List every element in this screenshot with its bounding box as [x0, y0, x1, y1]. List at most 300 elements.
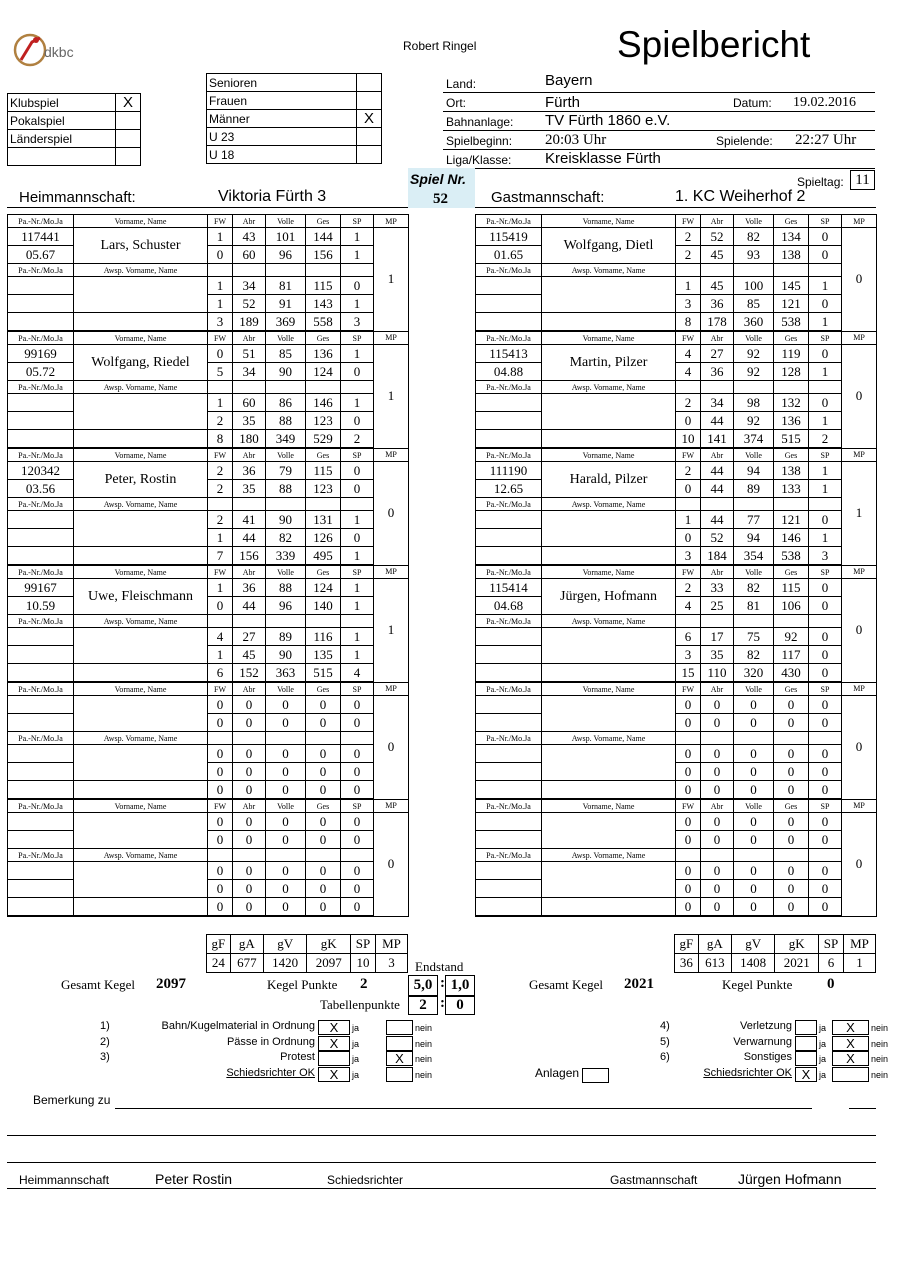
sum-cell: 0: [341, 781, 374, 800]
ja-checkbox[interactable]: X: [795, 1067, 817, 1082]
sum-cell: 189: [233, 313, 266, 332]
player-birth-date: [476, 831, 542, 849]
score-cell: 0: [208, 745, 233, 763]
score-cell: 41: [233, 511, 266, 529]
player-row: [476, 480, 877, 498]
pass-header: Pa.-Nr./Mo.Ja: [8, 682, 74, 696]
substitute-header-row: [476, 732, 877, 745]
player-mp: 0: [842, 228, 877, 332]
score-cell: 34: [701, 394, 734, 412]
empty-cell: [774, 615, 809, 628]
score-cell: 145: [774, 277, 809, 295]
substitute-name: [542, 628, 676, 664]
player-row: [476, 345, 877, 363]
name-header: Vorname, Name: [74, 331, 208, 345]
total-value: 3: [376, 954, 408, 973]
total-value: 613: [698, 954, 731, 973]
score-cell: 0: [676, 880, 701, 898]
category-mark[interactable]: [357, 74, 382, 92]
score-cell: 93: [734, 246, 774, 264]
mp-header: MP: [842, 682, 877, 696]
volle-header: Volle: [734, 215, 774, 228]
score-cell: 45: [701, 277, 734, 295]
category-mark[interactable]: X: [357, 110, 382, 128]
score-cell: 0: [208, 345, 233, 363]
score-cell: 60: [233, 394, 266, 412]
player-row: [8, 277, 409, 295]
score-cell: 0: [734, 813, 774, 831]
pass-header: Pa.-Nr./Mo.Ja: [476, 615, 542, 628]
pass-header: Pa.-Nr./Mo.Ja: [8, 732, 74, 745]
player-row: [8, 462, 409, 480]
nein-checkbox[interactable]: X: [832, 1020, 869, 1035]
empty-cell: [74, 664, 208, 683]
pass-header: Pa.-Nr./Mo.Ja: [476, 264, 542, 277]
empty-cell: [266, 849, 306, 862]
empty-cell: [8, 898, 74, 917]
score-cell: 0: [774, 745, 809, 763]
empty-cell: [701, 381, 734, 394]
score-cell: 119: [774, 345, 809, 363]
empty-cell: [266, 264, 306, 277]
score-cell: 0: [341, 696, 374, 714]
score-cell: 36: [233, 462, 266, 480]
score-cell: 88: [266, 480, 306, 498]
player-pass-nr: 115419: [476, 228, 542, 246]
sum-cell: 320: [734, 664, 774, 683]
substitute-pass-nr: [8, 412, 74, 430]
score-cell: 0: [734, 763, 774, 781]
category-mark[interactable]: [357, 146, 382, 164]
match-type-mark[interactable]: X: [116, 94, 141, 112]
score-cell: 0: [208, 714, 233, 732]
player-mp: 0: [842, 579, 877, 683]
substitute-header: Awsp. Vorname, Name: [74, 849, 208, 862]
total-value: 1420: [263, 954, 307, 973]
fw-header: FW: [208, 215, 233, 228]
match-type-label: [8, 148, 116, 166]
dkbc-logo: [12, 30, 92, 72]
score-cell: 43: [233, 228, 266, 246]
nein-checkbox[interactable]: [386, 1036, 413, 1051]
ges-header: Ges: [306, 215, 341, 228]
score-cell: 146: [306, 394, 341, 412]
nein-checkbox[interactable]: [832, 1067, 869, 1082]
match-type-mark[interactable]: [116, 130, 141, 148]
player-pass-nr: 99167: [8, 579, 74, 597]
empty-cell: [266, 498, 306, 511]
score-cell: 0: [734, 745, 774, 763]
nein-checkbox[interactable]: X: [386, 1051, 413, 1066]
sp-header: SP: [341, 448, 374, 462]
empty-cell: [233, 849, 266, 862]
score-cell: 36: [233, 579, 266, 597]
player-row: [8, 831, 409, 849]
player-row: [8, 228, 409, 246]
score-cell: 0: [809, 745, 842, 763]
total-header: gA: [230, 935, 263, 954]
match-type-label: Klubspiel: [8, 94, 116, 112]
score-cell: 0: [676, 763, 701, 781]
anlagen-box[interactable]: [582, 1068, 609, 1083]
score-cell: 60: [233, 246, 266, 264]
empty-cell: [476, 430, 542, 449]
name-header: Vorname, Name: [74, 682, 208, 696]
sig-home-label: Heimmannschaft: [19, 1173, 110, 1187]
column-header-row: [476, 565, 877, 579]
player-sum-row: [476, 781, 877, 800]
land-label: Land:: [446, 77, 477, 91]
player-row: [476, 462, 877, 480]
empty-cell: [676, 732, 701, 745]
empty-cell: [233, 732, 266, 745]
score-cell: 0: [774, 714, 809, 732]
fw-header: FW: [676, 331, 701, 345]
score-cell: 0: [306, 862, 341, 880]
empty-cell: [701, 849, 734, 862]
empty-cell: [774, 498, 809, 511]
substitute-header-row: [8, 849, 409, 862]
ja-checkbox[interactable]: X: [318, 1036, 350, 1051]
sum-cell: 538: [774, 547, 809, 566]
column-header-row: [476, 215, 877, 228]
spieltag-label: Spieltag:: [797, 175, 844, 189]
player-row: [476, 813, 877, 831]
score-cell: 135: [306, 646, 341, 664]
score-cell: 115: [774, 579, 809, 597]
score-cell: 138: [774, 246, 809, 264]
home-tabellen: 2: [408, 996, 438, 1015]
sum-cell: 3: [341, 313, 374, 332]
ja-checkbox[interactable]: [318, 1051, 350, 1066]
empty-cell: [734, 264, 774, 277]
empty-cell: [74, 547, 208, 566]
score-cell: 0: [306, 813, 341, 831]
score-cell: 75: [734, 628, 774, 646]
substitute-pass-nr: [8, 628, 74, 646]
sum-cell: 110: [701, 664, 734, 683]
nein-label: nein: [871, 1069, 889, 1080]
score-cell: 52: [701, 529, 734, 547]
substitute-header-row: [8, 498, 409, 511]
substitute-name: [74, 511, 208, 547]
player-row: [476, 579, 877, 597]
sum-cell: 3: [676, 547, 701, 566]
sum-cell: 0: [809, 898, 842, 917]
ges-header: Ges: [774, 565, 809, 579]
column-header-row: [476, 331, 877, 345]
score-cell: 156: [306, 246, 341, 264]
player-row: [8, 345, 409, 363]
empty-cell: [341, 732, 374, 745]
substitute-pass-nr: [476, 412, 542, 430]
empty-cell: [74, 781, 208, 800]
mp-header: MP: [374, 448, 409, 462]
away-gesamt-value: 2021: [624, 976, 654, 992]
spiel-nr-label: Spiel Nr.: [410, 171, 467, 187]
substitute-name: [542, 511, 676, 547]
sum-cell: 0: [341, 898, 374, 917]
sum-cell: 0: [208, 781, 233, 800]
score-cell: 0: [809, 246, 842, 264]
empty-cell: [542, 664, 676, 683]
sp-header: SP: [809, 799, 842, 813]
name-header: Vorname, Name: [74, 448, 208, 462]
player-name: Harald, Pilzer: [542, 462, 676, 498]
name-header: Vorname, Name: [542, 799, 676, 813]
score-cell: 4: [676, 597, 701, 615]
empty-cell: [542, 430, 676, 449]
score-cell: 0: [809, 646, 842, 664]
score-cell: 1: [676, 511, 701, 529]
score-cell: 0: [809, 696, 842, 714]
category-label: Frauen: [207, 92, 357, 110]
match-type-label: Pokalspiel: [8, 112, 116, 130]
total-header: gV: [731, 935, 775, 954]
ja-checkbox[interactable]: [795, 1051, 817, 1066]
sum-cell: 0: [734, 781, 774, 800]
nein-label: nein: [415, 1023, 433, 1033]
fw-header: FW: [208, 448, 233, 462]
category-row: [207, 74, 382, 92]
score-cell: 44: [233, 597, 266, 615]
score-cell: 52: [701, 228, 734, 246]
pass-header: Pa.-Nr./Mo.Ja: [476, 498, 542, 511]
empty-cell: [266, 732, 306, 745]
score-cell: 1: [341, 579, 374, 597]
pass-header: Pa.-Nr./Mo.Ja: [476, 799, 542, 813]
score-cell: 0: [809, 714, 842, 732]
player-pass-nr: 111190: [476, 462, 542, 480]
category-mark[interactable]: [357, 92, 382, 110]
match-type-mark[interactable]: [116, 112, 141, 130]
ende-value: 22:27 Uhr: [795, 132, 857, 148]
score-cell: 0: [701, 831, 734, 849]
score-cell: 89: [734, 480, 774, 498]
score-cell: 82: [734, 228, 774, 246]
score-cell: 90: [266, 511, 306, 529]
substitute-pass-nr: [8, 862, 74, 880]
player-birth-date: [8, 714, 74, 732]
home-endstand: 5,0: [408, 975, 438, 996]
datum-label: Datum:: [733, 96, 772, 110]
score-cell: 96: [266, 246, 306, 264]
land-value: Bayern: [545, 72, 593, 89]
sp-header: SP: [809, 331, 842, 345]
substitute-header: Awsp. Vorname, Name: [542, 381, 676, 394]
substitute-pass-nr: [476, 295, 542, 313]
score-cell: 0: [233, 763, 266, 781]
score-cell: 136: [774, 412, 809, 430]
player-mp: 0: [842, 813, 877, 917]
mp-header: MP: [374, 565, 409, 579]
check-label: Schiedsrichter OK: [226, 1066, 315, 1079]
abr-header: Abr: [701, 565, 734, 579]
sum-cell: 0: [701, 898, 734, 917]
score-cell: 34: [233, 363, 266, 381]
score-cell: 0: [701, 696, 734, 714]
total-value: 2021: [775, 954, 819, 973]
score-cell: 44: [701, 412, 734, 430]
substitute-pass-nr: [8, 295, 74, 313]
fw-header: FW: [676, 565, 701, 579]
abr-header: Abr: [233, 565, 266, 579]
ges-header: Ges: [306, 565, 341, 579]
ges-header: Ges: [306, 799, 341, 813]
empty-cell: [809, 849, 842, 862]
player-row: [8, 529, 409, 547]
nein-checkbox[interactable]: [386, 1020, 413, 1035]
sum-cell: 0: [676, 898, 701, 917]
ja-checkbox[interactable]: X: [318, 1020, 350, 1035]
score-cell: 45: [701, 246, 734, 264]
score-cell: 0: [676, 696, 701, 714]
player-row: [8, 412, 409, 430]
nein-label: nein: [871, 1023, 889, 1033]
column-header-row: [8, 565, 409, 579]
sum-cell: 0: [208, 898, 233, 917]
ges-header: Ges: [774, 448, 809, 462]
score-cell: 0: [676, 862, 701, 880]
score-cell: 0: [233, 714, 266, 732]
pass-header: Pa.-Nr./Mo.Ja: [476, 682, 542, 696]
pass-header: Pa.-Nr./Mo.Ja: [8, 448, 74, 462]
player-birth-date: 01.65: [476, 246, 542, 264]
score-cell: 0: [774, 880, 809, 898]
player-row: [8, 295, 409, 313]
sig-ref-label: Schiedsrichter: [327, 1173, 404, 1187]
sum-cell: 15: [676, 664, 701, 683]
abr-header: Abr: [233, 215, 266, 228]
score-cell: 0: [306, 831, 341, 849]
score-cell: 0: [341, 462, 374, 480]
player-row: [476, 394, 877, 412]
player-mp: 1: [374, 579, 409, 683]
score-cell: 44: [701, 511, 734, 529]
category-mark[interactable]: [357, 128, 382, 146]
empty-cell: [542, 898, 676, 917]
abr-header: Abr: [233, 331, 266, 345]
score-cell: 17: [701, 628, 734, 646]
player-birth-date: 10.59: [8, 597, 74, 615]
score-cell: 90: [266, 646, 306, 664]
score-cell: 0: [266, 813, 306, 831]
empty-cell: [734, 498, 774, 511]
score-cell: 52: [233, 295, 266, 313]
ja-label: ja: [352, 1023, 360, 1033]
nein-checkbox[interactable]: [386, 1067, 413, 1082]
volle-header: Volle: [734, 682, 774, 696]
total-header: gA: [698, 935, 731, 954]
substitute-pass-nr: [476, 511, 542, 529]
score-cell: 0: [233, 696, 266, 714]
substitute-pass-nr: [8, 880, 74, 898]
pass-header: Pa.-Nr./Mo.Ja: [476, 732, 542, 745]
pass-header: Pa.-Nr./Mo.Ja: [476, 381, 542, 394]
score-cell: 0: [266, 745, 306, 763]
ges-header: Ges: [774, 799, 809, 813]
substitute-pass-nr: [8, 394, 74, 412]
empty-cell: [341, 849, 374, 862]
sp-header: SP: [341, 682, 374, 696]
empty-cell: [74, 898, 208, 917]
score-cell: 1: [809, 363, 842, 381]
score-cell: 1: [208, 579, 233, 597]
score-cell: 92: [734, 363, 774, 381]
score-cell: 79: [266, 462, 306, 480]
sum-cell: 430: [774, 664, 809, 683]
ja-checkbox[interactable]: X: [318, 1067, 350, 1082]
player-row: [476, 277, 877, 295]
player-sum-row: [8, 313, 409, 332]
player-birth-date: 12.65: [476, 480, 542, 498]
score-cell: 106: [774, 597, 809, 615]
score-cell: 0: [809, 394, 842, 412]
substitute-name: [542, 745, 676, 781]
away-team-name: 1. KC Weiherhof 2: [675, 188, 806, 205]
nein-checkbox[interactable]: X: [832, 1051, 869, 1066]
total-value: 1: [844, 954, 876, 973]
pass-header: Pa.-Nr./Mo.Ja: [8, 381, 74, 394]
empty-cell: [233, 381, 266, 394]
empty-cell: [233, 264, 266, 277]
category-label: Senioren: [207, 74, 357, 92]
pass-header: Pa.-Nr./Mo.Ja: [8, 264, 74, 277]
score-cell: 0: [676, 813, 701, 831]
sum-cell: 339: [266, 547, 306, 566]
score-cell: 0: [809, 511, 842, 529]
score-cell: 0: [676, 412, 701, 430]
match-type-mark[interactable]: [116, 148, 141, 166]
score-cell: 1: [341, 246, 374, 264]
score-cell: 0: [266, 880, 306, 898]
player-name: Martin, Pilzer: [542, 345, 676, 381]
score-cell: 0: [809, 763, 842, 781]
player-mp: 1: [374, 228, 409, 332]
score-cell: 34: [233, 277, 266, 295]
total-header: gF: [675, 935, 699, 954]
player-row: [476, 880, 877, 898]
check-label: Pässe in Ordnung: [226, 1035, 315, 1048]
sp-header: SP: [809, 565, 842, 579]
score-cell: 123: [306, 480, 341, 498]
score-cell: 1: [341, 511, 374, 529]
nein-label: nein: [871, 1054, 889, 1064]
sum-cell: 156: [233, 547, 266, 566]
empty-cell: [701, 732, 734, 745]
score-cell: 146: [774, 529, 809, 547]
name-header: Vorname, Name: [74, 799, 208, 813]
player-row: [8, 579, 409, 597]
sp-header: SP: [809, 448, 842, 462]
player-row: [8, 763, 409, 781]
nein-checkbox[interactable]: X: [832, 1036, 869, 1051]
sum-cell: 360: [734, 313, 774, 332]
ja-checkbox[interactable]: [795, 1036, 817, 1051]
sum-cell: 515: [306, 664, 341, 683]
sum-cell: 363: [266, 664, 306, 683]
substitute-header: Awsp. Vorname, Name: [74, 264, 208, 277]
substitute-header: Awsp. Vorname, Name: [542, 498, 676, 511]
volle-header: Volle: [266, 331, 306, 345]
ja-checkbox[interactable]: [795, 1020, 817, 1035]
empty-cell: [8, 430, 74, 449]
total-header: gK: [775, 935, 819, 954]
empty-cell: [734, 381, 774, 394]
bemerkung-label: Bemerkung zu: [33, 1093, 111, 1107]
ja-label: ja: [819, 1038, 827, 1049]
substitute-pass-nr: [8, 511, 74, 529]
